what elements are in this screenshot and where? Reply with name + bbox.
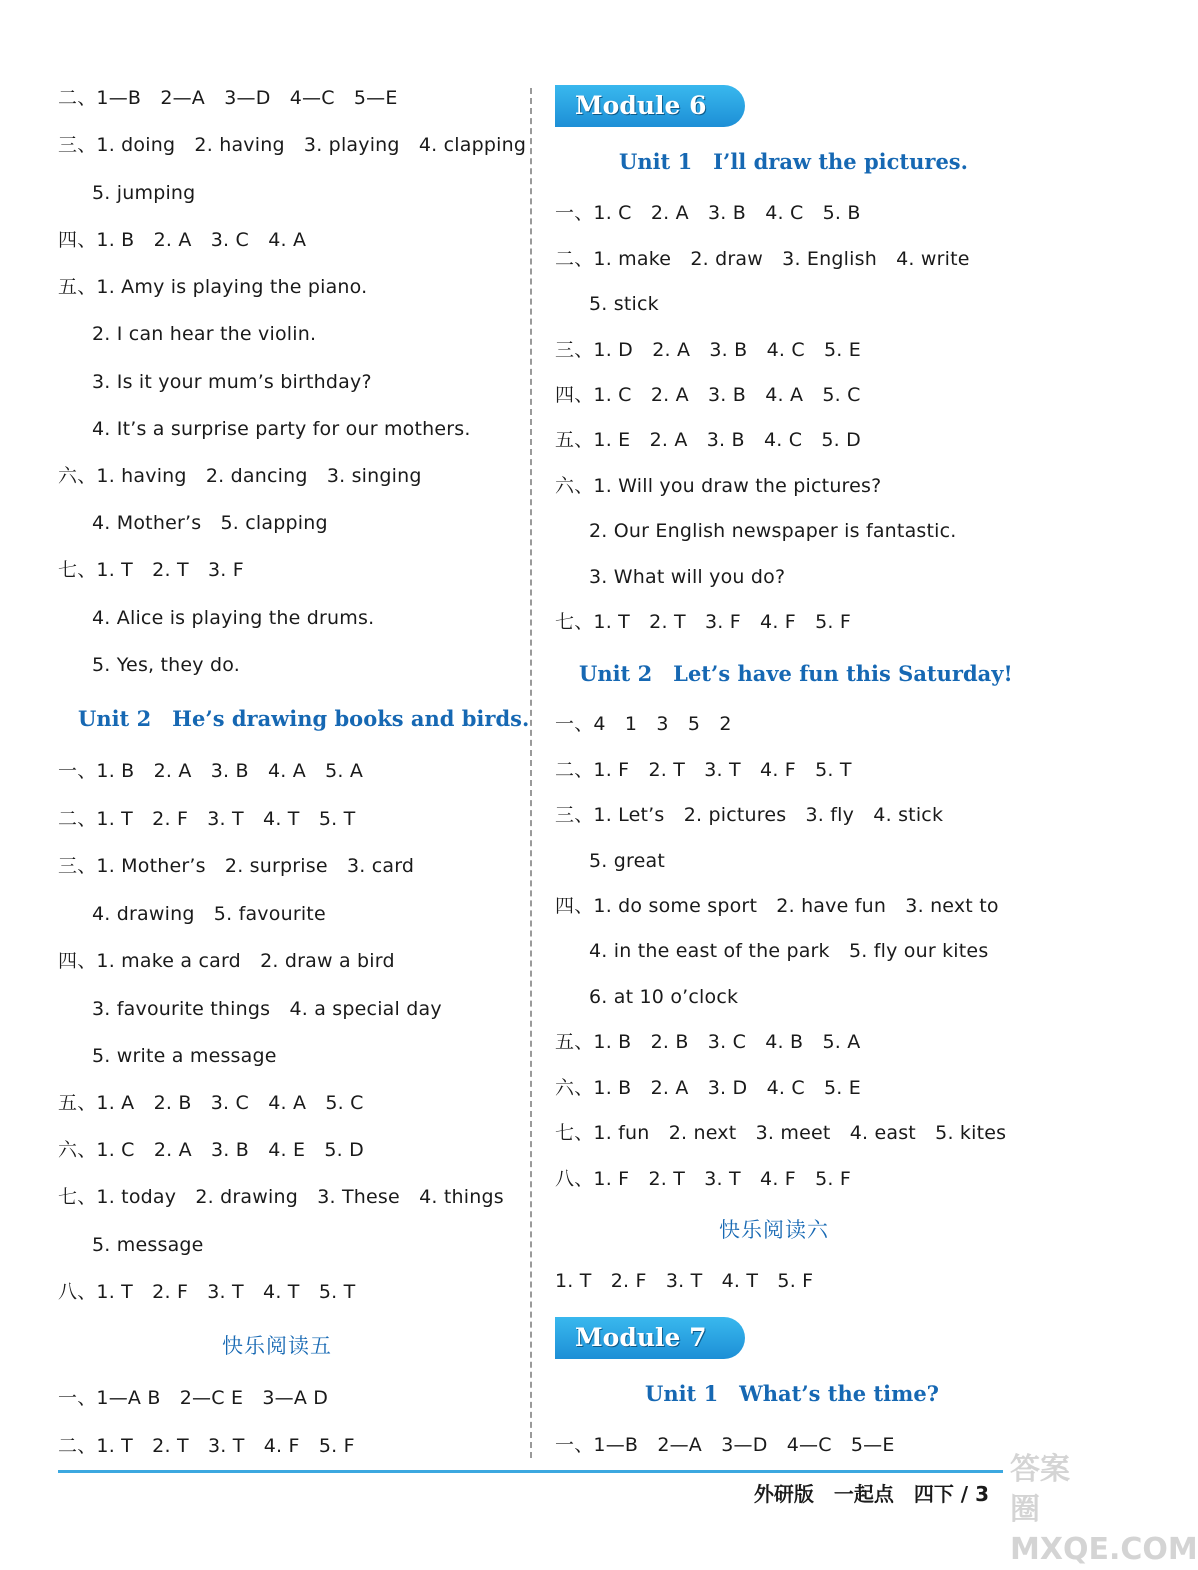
answer-line: 五、1. E 2. A 3. B 4. C 5. D: [555, 429, 861, 451]
answer-line: 4. Mother’s 5. clapping: [92, 512, 328, 534]
answer-line: 七、1. T 2. T 3. F: [58, 559, 244, 581]
answer-line: 七、1. today 2. drawing 3. These 4. things: [58, 1186, 504, 1208]
answer-line: 3. favourite things 4. a special day: [92, 998, 442, 1020]
reading6-title: 快乐阅读六: [719, 1218, 829, 1242]
answer-line: 二、1. make 2. draw 3. English 4. write: [555, 248, 970, 270]
m6-unit2-title: Unit 2 Let’s have fun this Saturday!: [579, 661, 1013, 686]
answer-line: 5. message: [92, 1234, 204, 1256]
answer-line: 三、1. doing 2. having 3. playing 4. clapping: [58, 134, 527, 156]
answer-line: 一、1. B 2. A 3. B 4. A 5. A: [58, 760, 364, 782]
answer-line: 1. T 2. F 3. T 4. T 5. F: [555, 1270, 814, 1292]
answer-line: 二、1. F 2. T 3. T 4. F 5. T: [555, 759, 852, 781]
answer-line: 六、1. B 2. A 3. D 4. C 5. E: [555, 1077, 861, 1099]
answer-line: 一、1. C 2. A 3. B 4. C 5. B: [555, 202, 861, 224]
answer-line: 三、1. Mother’s 2. surprise 3. card: [58, 855, 415, 877]
answer-line: 四、1. C 2. A 3. B 4. A 5. C: [555, 384, 861, 406]
answer-line: 4. Alice is playing the drums.: [92, 607, 375, 629]
answer-line: 四、1. do some sport 2. have fun 3. next to: [555, 895, 999, 917]
answer-line: 3. What will you do?: [589, 566, 786, 588]
answer-line: 五、1. Amy is playing the piano.: [58, 276, 368, 298]
answer-line: 七、1. fun 2. next 3. meet 4. east 5. kites: [555, 1122, 1007, 1144]
m7-unit1-title: Unit 1 What’s the time?: [645, 1381, 939, 1406]
answer-line: 2. I can hear the violin.: [92, 323, 317, 345]
answer-line: 三、1. D 2. A 3. B 4. C 5. E: [555, 339, 861, 361]
reading5-title: 快乐阅读五: [222, 1334, 332, 1358]
watermark-logo: 答案圈 MXQE.COM: [1010, 1452, 1198, 1567]
footer-rule: [58, 1470, 1003, 1473]
answer-line: 八、1. F 2. T 3. T 4. F 5. F: [555, 1168, 852, 1190]
unit2-title: Unit 2 He’s drawing books and birds.: [78, 706, 530, 731]
answer-line: 二、1—B 2—A 3—D 4—C 5—E: [58, 87, 398, 109]
answer-line: 5. jumping: [92, 182, 196, 204]
answer-line: 3. Is it your mum’s birthday?: [92, 371, 372, 393]
module7-banner: Module 7: [555, 1317, 745, 1359]
answer-line: 一、4 1 3 5 2: [555, 713, 732, 735]
answer-line: 2. Our English newspaper is fantastic.: [589, 520, 957, 542]
answer-line: 5. write a message: [92, 1045, 277, 1067]
answer-line: 一、1—B 2—A 3—D 4—C 5—E: [555, 1434, 895, 1456]
answer-line: 6. at 10 o’clock: [589, 986, 739, 1008]
answer-line: 4. in the east of the park 5. fly our kites: [589, 940, 989, 962]
footer-label: 外研版 一起点 四下 / 3: [753, 1482, 989, 1506]
answer-line: 八、1. T 2. F 3. T 4. T 5. T: [58, 1281, 356, 1303]
answer-line: 六、1. having 2. dancing 3. singing: [58, 465, 422, 487]
answer-line: 4. It’s a surprise party for our mothers.: [92, 418, 471, 440]
answer-line: 四、1. make a card 2. draw a bird: [58, 950, 395, 972]
module6-banner: Module 6: [555, 85, 745, 127]
answer-line: 七、1. T 2. T 3. F 4. F 5. F: [555, 611, 852, 633]
answer-line: 5. stick: [589, 293, 659, 315]
answer-line: 三、1. Let’s 2. pictures 3. fly 4. stick: [555, 804, 944, 826]
answer-line: 二、1. T 2. F 3. T 4. T 5. T: [58, 808, 356, 830]
answer-line: 五、1. A 2. B 3. C 4. A 5. C: [58, 1092, 364, 1114]
answer-line: 六、1. C 2. A 3. B 4. E 5. D: [58, 1139, 364, 1161]
answer-line: 4. drawing 5. favourite: [92, 903, 326, 925]
answer-line: 5. great: [589, 850, 666, 872]
answer-line: 二、1. T 2. T 3. T 4. F 5. F: [58, 1435, 355, 1457]
answer-line: 五、1. B 2. B 3. C 4. B 5. A: [555, 1031, 861, 1053]
answer-line: 一、1—A B 2—C E 3—A D: [58, 1387, 329, 1409]
answer-line: 六、1. Will you draw the pictures?: [555, 475, 882, 497]
m6-unit1-title: Unit 1 I’ll draw the pictures.: [619, 149, 968, 174]
answer-line: 5. Yes, they do.: [92, 654, 240, 676]
column-divider: [530, 88, 532, 1458]
answer-line: 四、1. B 2. A 3. C 4. A: [58, 229, 307, 251]
